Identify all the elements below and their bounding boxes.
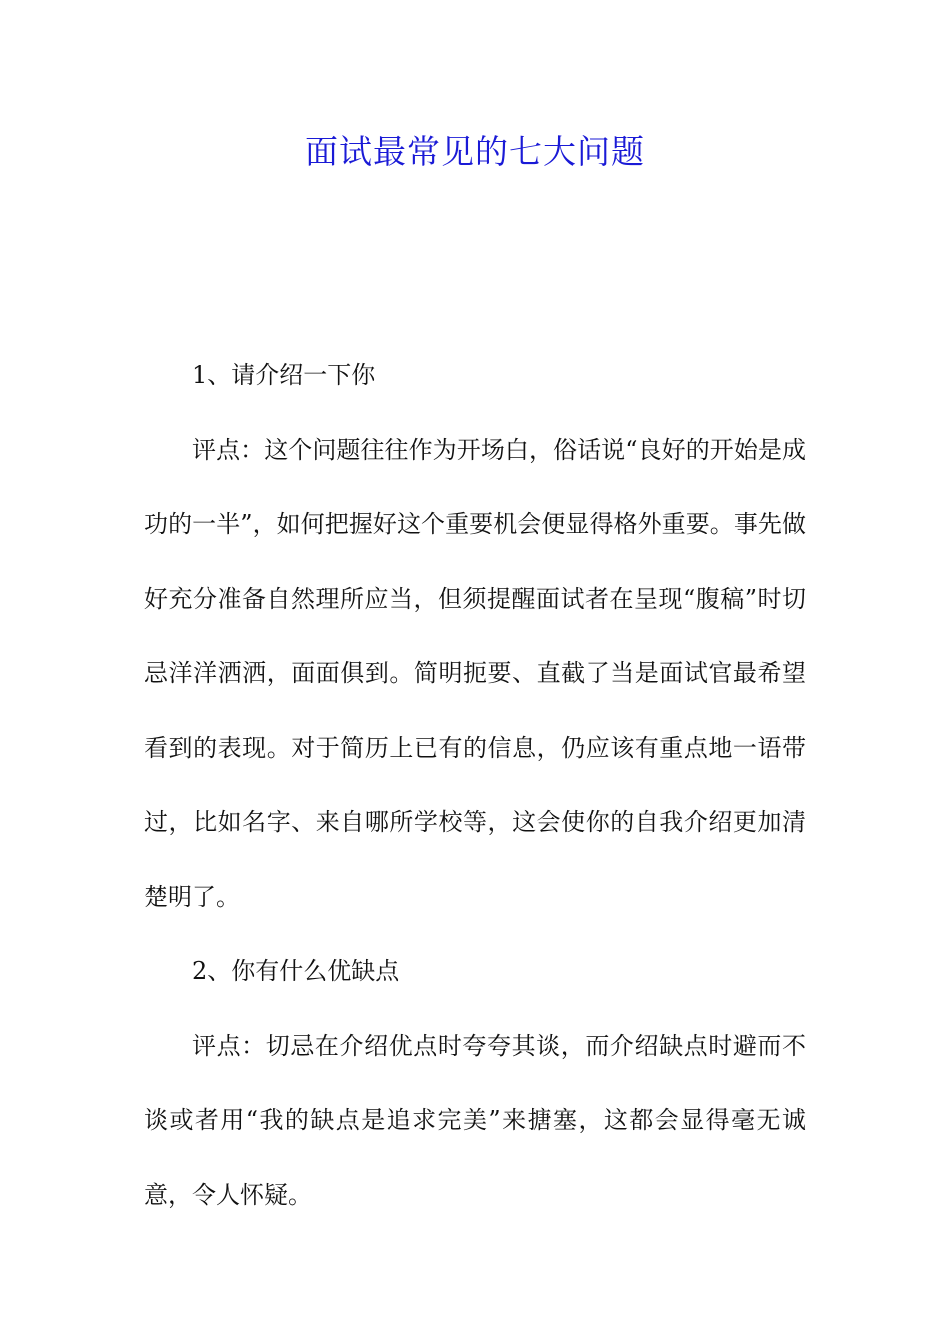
question-1-heading: 1、请介绍一下你 xyxy=(192,361,376,389)
question-2-heading: 2、你有什么优缺点 xyxy=(192,957,400,985)
document-title: 面试最常见的七大问题 xyxy=(305,132,645,171)
document-body xyxy=(144,338,806,1232)
question-1-comment: 评点：这个问题往往作为开场白，俗话说“良好的开始是成功的一半”，如何把握好这个重要机会便显得格外重要。事先做好充分准备自然理所应当，但须提醒面试者在呈现“腹稿”时切忌洋洋洒洒，面面俱到。简明扼要、直截了当是面试官最希望看到的表现。对于简历上已有的信息，仍应该有重点地一语带过，比如名字、来自哪所学校等，这会使你的自我介绍更加清楚明了。 xyxy=(144,435,806,911)
question-2-comment: 评点：切忌在介绍优点时夸夸其谈，而介绍缺点时避而不谈或者用“我的缺点是追求完美”来搪塞，这都会显得毫无诚意，令人怀疑。 xyxy=(144,1031,806,1209)
